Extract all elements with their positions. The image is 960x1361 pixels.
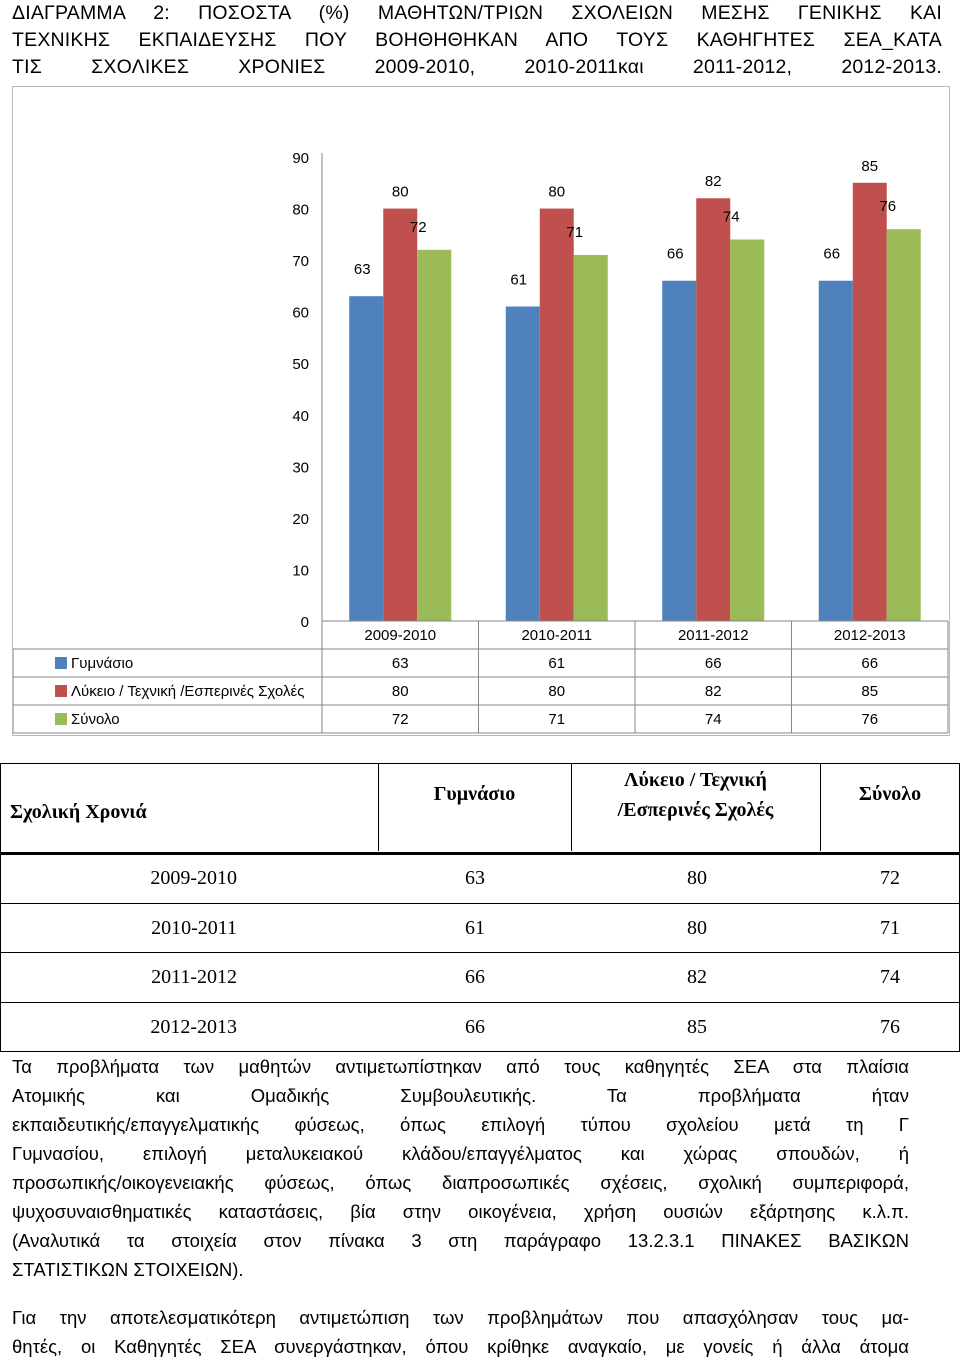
y-tick-label: 20 <box>292 510 309 528</box>
bar <box>853 183 887 621</box>
legend-key <box>55 685 67 697</box>
heading-line: ΤΕΧΝΙΚΗΣ ΕΚΠΑΙΔΕΥΣΗΣ ΠΟΥ ΒΟΗΘΗΘΗΚΑΝ ΑΠΟ ΤΟΥΣ ΚΑΘΗΓΗΤΕΣ ΣΕΑ_ΚΑΤΑ <box>12 29 942 51</box>
legend-key <box>55 713 67 725</box>
table-value: 61 <box>548 655 566 672</box>
table-cell-gym: 63 <box>465 867 485 889</box>
chart-heading <box>12 0 942 81</box>
x-category-label: 2010-2011 <box>521 627 593 644</box>
table-value: 74 <box>704 711 722 728</box>
y-tick-label: 60 <box>292 304 309 322</box>
y-tick-label: 90 <box>292 150 309 167</box>
data-label: 74 <box>722 208 740 226</box>
y-tick-label: 50 <box>292 356 309 374</box>
bar <box>662 281 696 621</box>
table-cell-year: 2012-2013 <box>150 1015 237 1038</box>
bar <box>383 209 417 621</box>
chart-frame <box>12 86 950 736</box>
table-header-lyk-2: /Εσπερινές Σχολές <box>617 799 774 821</box>
heading-line: ΤΙΣ ΣΧΟΛΙΚΕΣ ΧΡΟΝΙΕΣ 2009-2010, 2010-2011και 2011-2012, 2012-2013. <box>12 56 942 78</box>
bar <box>506 307 540 621</box>
y-tick-label: 10 <box>292 562 309 580</box>
table-column-divider <box>820 763 821 851</box>
data-label: 76 <box>879 198 897 216</box>
table-value: 80 <box>548 683 566 700</box>
paragraph-2 <box>12 1303 909 1361</box>
bar <box>417 250 451 621</box>
data-label: 71 <box>566 223 584 241</box>
heading-line: ΔΙΑΓΡΑΜΜΑ 2: ΠΟΣΟΣΤΑ (%) ΜΑΘΗΤΩΝ/ΤΡΙΩΝ ΣΧΟΛΕΙΩΝ ΜΕΣΗΣ ΓΕΝΙΚΗΣ ΚΑΙ <box>12 2 942 24</box>
table-value: 72 <box>391 711 409 728</box>
legend-key <box>55 657 67 669</box>
legend-series-label: Σύνολο <box>71 711 120 728</box>
table-header-total: Σύνολο <box>858 783 922 805</box>
table-cell-year: 2010-2011 <box>151 916 237 939</box>
table-cell-lyk: 82 <box>687 966 707 988</box>
x-category-label: 2012-2013 <box>833 627 906 644</box>
data-label: 80 <box>391 183 409 201</box>
table-cell-gym: 66 <box>465 966 485 988</box>
data-label: 85 <box>861 157 879 175</box>
table-cell-gym: 66 <box>465 1015 485 1038</box>
table-header-year: Σχολική Χρονιά <box>10 801 147 823</box>
table-value: 66 <box>861 655 879 672</box>
bar <box>540 209 574 621</box>
x-category-label: 2009-2010 <box>364 627 437 644</box>
bar <box>887 229 921 621</box>
table-header-lyk: Λύκειο / Τεχνική <box>624 769 767 791</box>
table-value: 76 <box>861 711 879 728</box>
paragraph-line: Τα προβλήματα των μαθητών αντιμετωπίστηκαν από τους καθηγητές ΣΕΑ στα πλαίσια <box>12 1056 909 1077</box>
table-cell-total: 74 <box>880 966 900 988</box>
table-cell-total: 72 <box>880 867 900 889</box>
table-value: 63 <box>391 655 409 672</box>
table-value: 82 <box>704 683 722 700</box>
data-label: 82 <box>704 173 722 191</box>
bar <box>696 198 730 621</box>
table-value: 85 <box>861 683 879 700</box>
bar <box>574 255 608 621</box>
table-cell-lyk: 80 <box>687 916 707 939</box>
y-tick-label: 80 <box>292 201 309 219</box>
table-cell-year: 2011-2012 <box>151 966 237 988</box>
data-label: 66 <box>823 245 841 263</box>
paragraph-line: θητές, οι Καθηγητές ΣΕΑ συνεργάστηκαν, όπου κρίθηκε αναγκαίο, με γονείς ή άλλα άτομα <box>12 1336 909 1357</box>
paragraph-line: Για την αποτελεσματικότερη αντιμετώπιση των προβλημάτων που απασχόλησαν τους μα- <box>12 1307 909 1328</box>
data-label: 63 <box>353 261 371 279</box>
table-cell-lyk: 80 <box>687 867 707 889</box>
y-tick-label: 30 <box>292 459 309 477</box>
table-cell-lyk: 85 <box>687 1015 707 1038</box>
y-tick-label: 40 <box>292 407 309 425</box>
table-cell-year: 2009-2010 <box>150 867 237 889</box>
data-label: 72 <box>409 218 427 236</box>
table-cell-gym: 61 <box>465 916 485 939</box>
x-category-label: 2011-2012 <box>677 627 749 644</box>
table-header-gym: Γυμνάσιο <box>433 783 516 805</box>
y-tick-label: 70 <box>292 253 309 271</box>
data-label: 66 <box>666 245 684 263</box>
y-tick-label: 0 <box>300 614 309 631</box>
paragraph-line: εκπαιδευτικής/επαγγελματικής φύσεως, όπως επιλογή τύπου σχολείου μετά τη Γ <box>12 1114 909 1135</box>
table-column-divider <box>378 763 379 851</box>
table-value: 66 <box>704 655 722 672</box>
table-cell-total: 76 <box>880 1015 900 1038</box>
paragraph-line: ΣΤΑΤΙΣΤΙΚΩΝ ΣΤΟΙΧΕΙΩΝ). <box>12 1259 244 1280</box>
bar-chart <box>13 87 949 735</box>
table-value: 71 <box>548 711 566 728</box>
data-label: 80 <box>548 183 566 201</box>
table-value: 80 <box>391 683 409 700</box>
paragraph-line: Γυμνασίου, επιλογή μεταλυκειακού κλάδου/επαγγέλματος και χώρας σπουδών, ή <box>12 1143 909 1164</box>
bar <box>730 239 764 621</box>
paragraph-line: Ατομικής και Ομαδικής Συμβουλευτικής. Τα προβλήματα ήταν <box>12 1085 909 1106</box>
paragraph-line: (Αναλυτικά τα στοιχεία στον πίνακα 3 στη παράγραφο 13.2.3.1 ΠΙΝΑΚΕΣ ΒΑΣΙΚΩΝ <box>12 1230 909 1251</box>
table-cell-total: 71 <box>880 916 900 939</box>
paragraph-1 <box>12 1052 909 1284</box>
data-label: 61 <box>510 271 528 289</box>
paragraph-line: προσωπικής/οικογενειακής φύσεως, όπως διαπροσωπικές σχέσεις, σχολική συμπεριφορά, <box>12 1172 909 1193</box>
legend-series-label: Λύκειο / Τεχνική /Εσπερινές Σχολές <box>71 683 305 700</box>
bar <box>349 296 383 621</box>
bar <box>819 281 853 621</box>
paragraph-line: ψυχοσυναισθηματικές καταστάσεις, βία στην οικογένεια, χρήση ουσιών εξάρτησης κ.λ.π. <box>12 1201 909 1222</box>
legend-series-label: Γυμνάσιο <box>71 655 134 672</box>
